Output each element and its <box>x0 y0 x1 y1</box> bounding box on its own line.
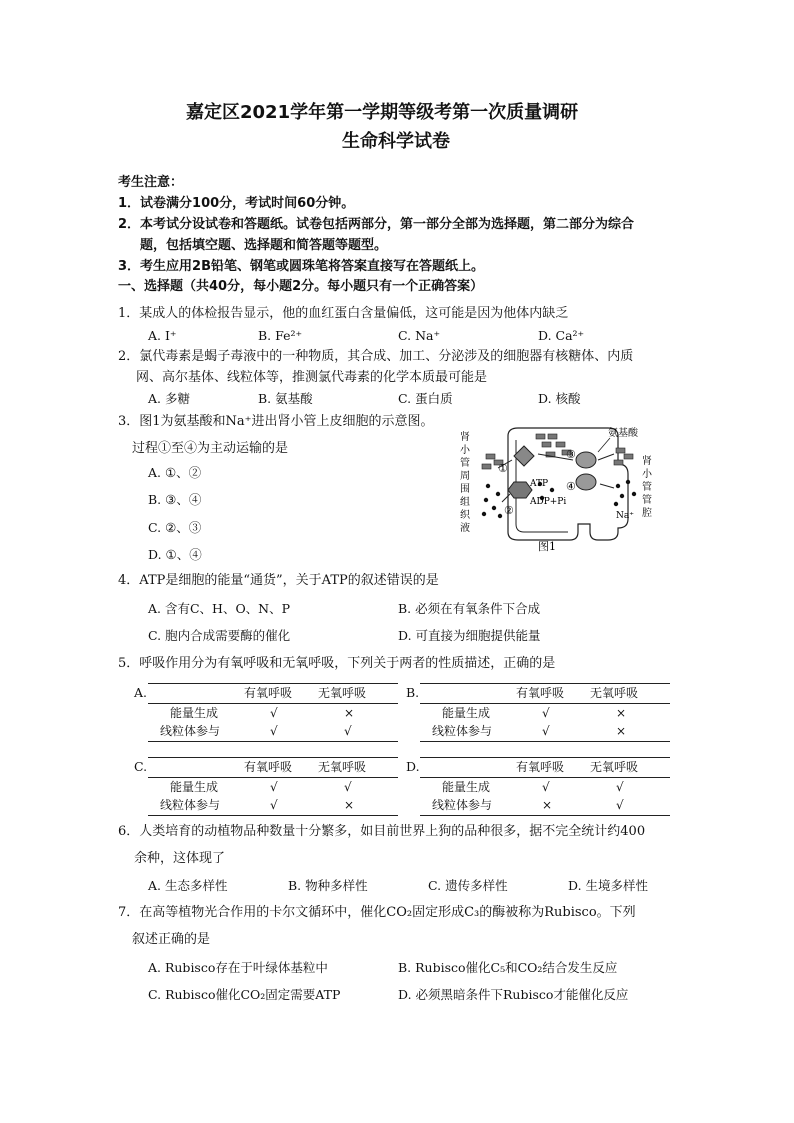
q7-option-a: A. Rubisco存在于叶绿体基粒中 <box>148 960 328 975</box>
col-header-anaerobic: 无氧呼吸 <box>590 760 639 774</box>
q5-table-d <box>406 756 670 816</box>
cell: √ <box>270 780 278 794</box>
left-label-5: 组 <box>460 497 470 508</box>
row-label-mitochondria: 线粒体参与 <box>432 724 493 738</box>
row-label-energy: 能量生成 <box>170 780 219 794</box>
row-label-mitochondria: 线粒体参与 <box>160 798 221 812</box>
q1-stem: 1．某成人的体检报告显示，他的血红蛋白含量偏低，这可能是因为他体内缺乏 <box>118 306 569 321</box>
cell: × <box>344 706 355 720</box>
figure-caption: 图1 <box>538 540 556 553</box>
q6-option-a: A. 生态多样性 <box>148 878 228 893</box>
process-2-label: ② <box>504 504 514 517</box>
cell: × <box>542 798 553 812</box>
cell: √ <box>542 724 550 738</box>
amino-acid-label: 氨基酸 <box>608 428 638 439</box>
header-rule <box>420 777 670 778</box>
col-header-aerobic: 有氧呼吸 <box>244 760 293 774</box>
col-header-anaerobic: 无氧呼吸 <box>318 760 367 774</box>
col-header-anaerobic: 无氧呼吸 <box>590 686 639 700</box>
q4-option-b: B. 必须在有氧条件下合成 <box>398 601 541 616</box>
left-label-0: 肾 <box>460 432 470 443</box>
col-header-aerobic: 有氧呼吸 <box>516 760 565 774</box>
carrier-4-channel <box>576 474 596 490</box>
cell: √ <box>344 780 352 794</box>
q1-option-d: D. Ca²⁺ <box>538 328 585 343</box>
row-label-energy: 能量生成 <box>170 706 219 720</box>
left-label-7: 液 <box>460 523 470 534</box>
top-rule <box>420 757 670 758</box>
cell: √ <box>270 706 278 720</box>
q5-table-a <box>134 682 398 742</box>
bottom-rule <box>148 741 398 742</box>
top-rule <box>148 683 398 684</box>
q6-stem-line1: 6．人类培育的动植物品种数量十分繁多，如目前世界上狗的品种很多，据不完全统计约400 <box>118 824 646 839</box>
header-rule <box>148 777 398 778</box>
atp-label: ATP <box>530 479 549 489</box>
cell: √ <box>542 706 550 720</box>
q7-stem-line2: 叙述正确的是 <box>132 932 211 947</box>
left-label-3: 周 <box>460 471 470 482</box>
right-label-3: 管 <box>642 495 652 506</box>
q6-option-b: B. 物种多样性 <box>288 878 368 893</box>
na-label: Na⁺ <box>616 511 634 521</box>
q5-stem: 5．呼吸作用分为有氧呼吸和无氧呼吸，下列关于两者的性质描述，正确的是 <box>118 656 556 671</box>
notice-item-3: 3．考生应用2B铅笔、钢笔或圆珠笔将答案直接写在答题纸上。 <box>118 259 484 274</box>
q7-option-b: B. Rubisco催化C₅和CO₂结合发生反应 <box>398 960 618 975</box>
cell: √ <box>270 798 278 812</box>
q3-option-d: D. ①、④ <box>148 547 202 562</box>
peritubular-fluid-label <box>460 430 471 534</box>
q2-option-d: D. 核酸 <box>538 391 581 406</box>
bottom-rule <box>420 741 670 742</box>
process-3-label: ③ <box>566 448 576 461</box>
q1-option-c: C. Na⁺ <box>398 328 441 343</box>
carrier-2-hexagon <box>508 482 532 498</box>
figure-1-cell-diagram <box>458 424 678 556</box>
bottom-rule <box>148 815 398 816</box>
process-4-label: ④ <box>566 480 576 493</box>
tubule-lumen-label <box>642 454 653 519</box>
q5-table-d-letter: D. <box>406 759 420 774</box>
right-label-1: 小 <box>642 469 652 480</box>
q6-stem-line2: 余种，这体现了 <box>134 851 226 866</box>
bottom-rule <box>420 815 670 816</box>
left-label-4: 围 <box>460 484 470 495</box>
row-label-energy: 能量生成 <box>442 706 491 720</box>
q5-table-a-letter: A. <box>134 685 148 700</box>
right-label-0: 肾 <box>642 456 652 467</box>
q5-table-c-letter: C. <box>134 759 148 774</box>
right-label-2: 管 <box>642 482 652 493</box>
q2-option-b: B. 氨基酸 <box>258 391 313 406</box>
notice-item-2b: 题，包括填空题、选择题和简答题等题型。 <box>140 238 388 253</box>
q5-table-b <box>406 682 670 742</box>
carrier-3-channel <box>576 452 596 468</box>
notice-heading: 考生注意： <box>118 175 184 190</box>
row-label-mitochondria: 线粒体参与 <box>432 798 493 812</box>
q2-option-c: C. 蛋白质 <box>398 391 453 406</box>
header-rule <box>148 703 398 704</box>
q1-option-b: B. Fe²⁺ <box>258 328 303 343</box>
left-label-1: 小 <box>460 445 470 456</box>
carrier-1-diamond <box>514 446 534 466</box>
q5-table-b-letter: B. <box>406 685 420 700</box>
right-label-4: 腔 <box>642 508 652 519</box>
q3-option-c: C. ②、③ <box>148 520 202 535</box>
q7-option-d: D. 必须黑暗条件下Rubisco才能催化反应 <box>398 987 629 1002</box>
process-1-label: ① <box>498 462 508 475</box>
cell: × <box>616 724 627 738</box>
q3-stem-line2: 过程①至④为主动运输的是 <box>132 441 289 456</box>
cell: √ <box>270 724 278 738</box>
adp-label: ADP+Pi <box>530 497 567 507</box>
notice-item-2a: 2．本考试分设试卷和答题纸。试卷包括两部分，第一部分全部为选择题，第二部分为综合 <box>118 217 635 232</box>
q6-option-d: D. 生境多样性 <box>568 878 649 893</box>
amino-acid-leader <box>598 438 610 452</box>
top-rule <box>148 757 398 758</box>
col-header-anaerobic: 无氧呼吸 <box>318 686 367 700</box>
q3-option-a: A. ①、② <box>148 465 202 480</box>
row-label-mitochondria: 线粒体参与 <box>160 724 221 738</box>
section-heading: 一、选择题（共40分，每小题2分。每小题只有一个正确答案） <box>118 279 484 294</box>
notice-item-1: 1．试卷满分100分，考试时间60分钟。 <box>118 196 355 211</box>
q2-stem-line1: 2．氯代毒素是蝎子毒液中的一种物质，其合成、加工、分泌涉及的细胞器有核糖体、内质 <box>118 349 634 364</box>
top-rule <box>420 683 670 684</box>
exam-title: 嘉定区2021学年第一学期等级考第一次质量调研 <box>186 102 579 123</box>
cell: √ <box>344 724 352 738</box>
q5-table-c <box>134 756 398 816</box>
left-label-2: 管 <box>460 458 470 469</box>
q3-option-b: B. ③、④ <box>148 492 202 507</box>
cell: × <box>344 798 355 812</box>
col-header-aerobic: 有氧呼吸 <box>516 686 565 700</box>
row-label-energy: 能量生成 <box>442 780 491 794</box>
cell: × <box>616 706 627 720</box>
cell: √ <box>616 798 624 812</box>
header-rule <box>420 703 670 704</box>
col-header-aerobic: 有氧呼吸 <box>244 686 293 700</box>
q2-option-a: A. 多糖 <box>148 391 190 406</box>
exam-subtitle: 生命科学试卷 <box>342 131 450 152</box>
cell: √ <box>542 780 550 794</box>
cell: √ <box>616 780 624 794</box>
q7-option-c: C. Rubisco催化CO₂固定需要ATP <box>148 987 341 1002</box>
q2-stem-line2: 网、高尔基体、线粒体等，推测氯代毒素的化学本质最可能是 <box>136 370 488 385</box>
q4-stem: 4．ATP是细胞的能量“通货”，关于ATP的叙述错误的是 <box>118 573 439 588</box>
q4-option-d: D. 可直接为细胞提供能量 <box>398 628 541 643</box>
q7-stem-line1: 7．在高等植物光合作用的卡尔文循环中，催化CO₂固定形成C₃的酶被称为Rubisco。下列 <box>118 905 636 920</box>
left-label-6: 织 <box>460 510 470 521</box>
q4-option-a: A. 含有C、H、O、N、P <box>148 601 291 616</box>
q3-stem-line1: 3．图1为氨基酸和Na⁺进出肾小管上皮细胞的示意图。 <box>118 414 434 429</box>
q1-option-a: A. I⁺ <box>148 328 177 343</box>
q4-option-c: C. 胞内合成需要酶的催化 <box>148 628 291 643</box>
q6-option-c: C. 遗传多样性 <box>428 878 508 893</box>
